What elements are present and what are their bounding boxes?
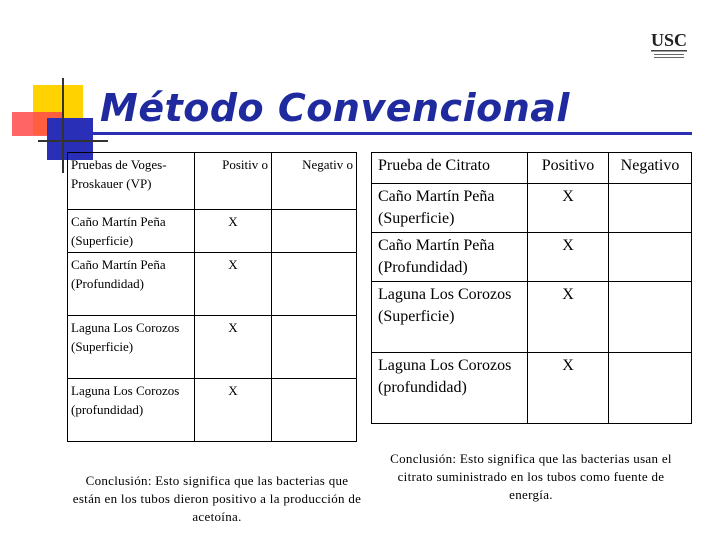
citrate-table-header-row	[372, 153, 692, 184]
citrate-table	[371, 152, 692, 424]
citrate-header-test: Prueba de Citrato	[372, 153, 528, 184]
citrate-row-label: Laguna Los Corozos (Superficie)	[372, 282, 528, 353]
vp-row-label: Caño Martín Peña (Profundidad)	[68, 253, 195, 316]
table-row	[372, 233, 692, 282]
citrate-row-negative	[609, 353, 692, 424]
citrate-row-label: Caño Martín Peña (Superficie)	[372, 184, 528, 233]
usc-logo	[648, 24, 690, 64]
vp-table-header-row	[68, 153, 357, 210]
table-row	[372, 282, 692, 353]
citrate-row-positive: X	[528, 282, 609, 353]
vp-header-positive: Positiv o	[195, 153, 272, 210]
table-row	[372, 184, 692, 233]
vp-row-positive: X	[195, 253, 272, 316]
citrate-conclusion: Conclusión: Esto significa que las bacterias usan el citrato suministrado en los tubos como fuente de energía.	[390, 451, 672, 502]
citrate-row-positive: X	[528, 233, 609, 282]
decor-vertical-line	[62, 78, 64, 173]
vp-row-positive: X	[195, 316, 272, 379]
slide-title: Método Convencional	[100, 86, 570, 130]
vp-header-negative: Negativ o	[272, 153, 357, 210]
citrate-row-negative	[609, 233, 692, 282]
vp-row-negative	[272, 253, 357, 316]
citrate-header-negative: Negativo	[609, 153, 692, 184]
title-underline	[92, 132, 692, 135]
citrate-row-label: Caño Martín Peña (Profundidad)	[372, 233, 528, 282]
vp-row-positive: X	[195, 210, 272, 253]
citrate-row-positive: X	[528, 353, 609, 424]
vp-row-negative	[272, 379, 357, 442]
vp-row-label: Laguna Los Corozos (profundidad)	[68, 379, 195, 442]
decor-horizontal-line	[38, 140, 108, 142]
table-row	[372, 353, 692, 424]
table-row	[68, 316, 357, 379]
vp-conclusion: Conclusión: Esto significa que las bacterias que están en los tubos dieron positivo a la producción de acetoína.	[72, 473, 362, 524]
vp-row-label: Laguna Los Corozos (Superficie)	[68, 316, 195, 379]
citrate-row-negative	[609, 282, 692, 353]
vp-row-positive: X	[195, 379, 272, 442]
vp-row-negative	[272, 316, 357, 379]
vp-row-negative	[272, 210, 357, 253]
citrate-row-label: Laguna Los Corozos (profundidad)	[372, 353, 528, 424]
vp-header-test: Pruebas de Voges-Proskauer (VP)	[68, 153, 195, 210]
citrate-header-positive: Positivo	[528, 153, 609, 184]
table-row	[68, 210, 357, 253]
svg-text:USC: USC	[650, 30, 688, 50]
table-row	[68, 379, 357, 442]
citrate-row-positive: X	[528, 184, 609, 233]
table-row	[68, 253, 357, 316]
citrate-row-negative	[609, 184, 692, 233]
vp-row-label: Caño Martín Peña (Superficie)	[68, 210, 195, 253]
vp-table	[67, 152, 357, 442]
